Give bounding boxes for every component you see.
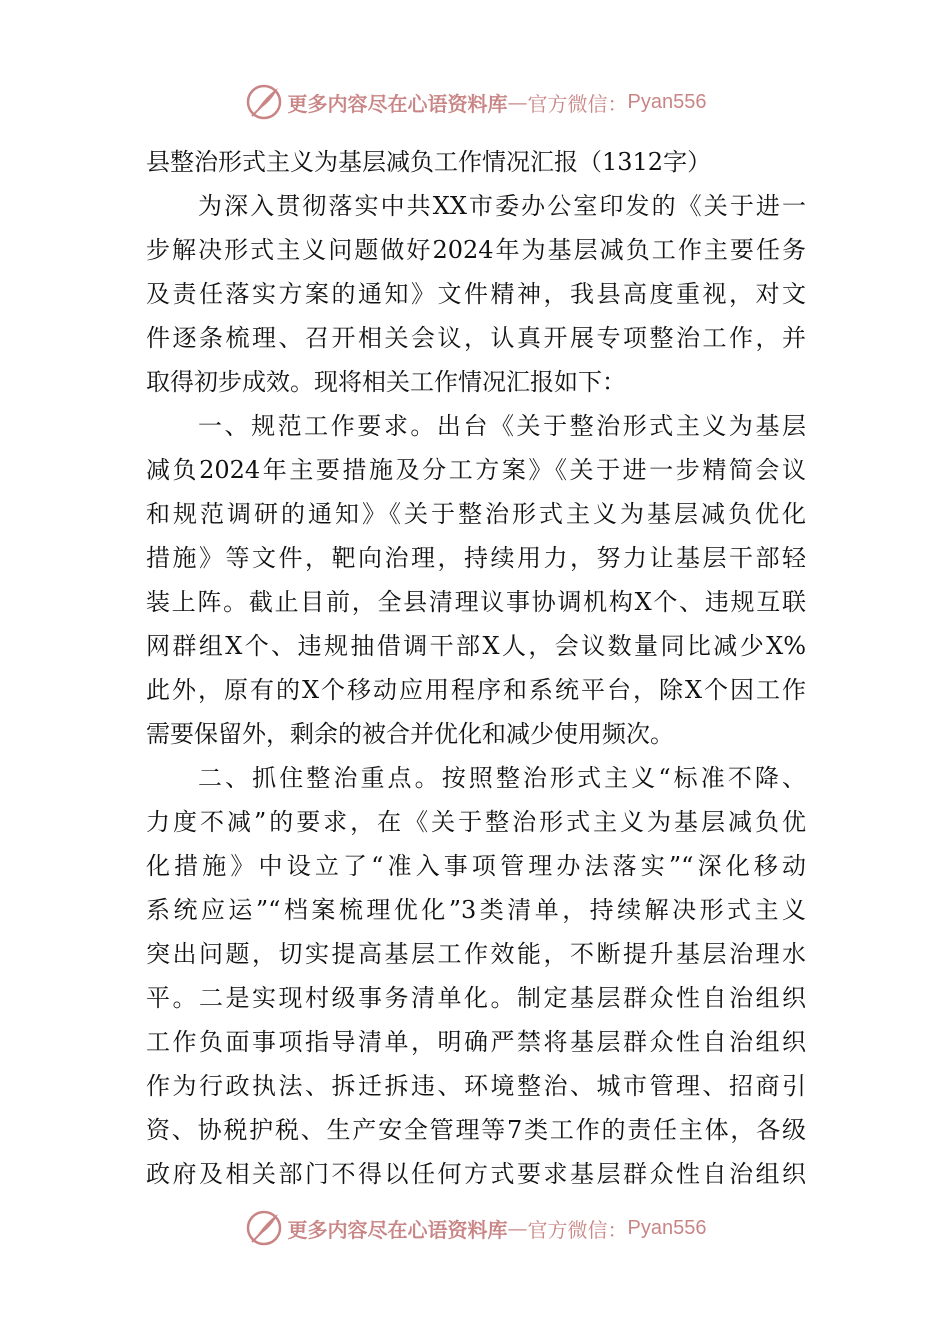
paragraph-section-one (146, 404, 806, 756)
text-line: 突出问题，切实提高基层工作效能，不断提升基层治理水 (146, 940, 806, 968)
document-title: 县整治形式主义为基层减负工作情况汇报（1312字） (146, 148, 712, 176)
quill-logo-icon (244, 82, 284, 122)
text-line: 政府及相关部门不得以任何方式要求基层群众性自治组织 (146, 1160, 806, 1188)
text-line: 工作负面事项指导清单，明确严禁将基层群众性自治组织 (146, 1028, 806, 1056)
watermark-dash: — (507, 1216, 528, 1240)
text-line: 和规范调研的通知》《关于整治形式主义为基层减负优化 (146, 500, 806, 528)
text-line: 网群组X个、违规抽借调干部X人，会议数量同比减少X% (146, 632, 806, 660)
watermark-wechat-id: Pyan556 (627, 90, 707, 113)
text-line: 需要保留外，剩余的被合并优化和减少使用频次。 (146, 720, 674, 748)
text-line: 化措施》中设立了“准入事项管理办法落实”“深化移动 (146, 852, 806, 880)
text-line: 此外，原有的X个移动应用程序和系统平台，除X个因工作 (146, 676, 806, 704)
text-line: 取得初步成效。现将相关工作情况汇报如下： (146, 368, 626, 396)
text-line: 件逐条梳理、召开相关会议，认真开展专项整治工作，并 (146, 324, 806, 352)
watermark-dash: — (507, 90, 528, 114)
text-line: 力度不减”的要求，在《关于整治形式主义为基层减负优 (146, 808, 806, 836)
watermark-brand: 更多内容尽在心语资料库 (287, 1217, 508, 1242)
text-line: 平。二是实现村级事务清单化。制定基层群众性自治组织 (146, 984, 806, 1012)
paragraph-section-two (146, 756, 806, 1196)
watermark-header (0, 80, 950, 124)
watermark-label: 官方微信： (527, 91, 628, 116)
text-line: 资、协税护税、生产安全管理等7类工作的责任主体，各级 (146, 1116, 806, 1144)
quill-logo-icon (244, 1208, 284, 1248)
text-line: 步解决形式主义问题做好2024年为基层减负工作主要任务 (146, 236, 806, 264)
text-line: 系统应运”“档案梳理优化”3类清单，持续解决形式主义 (146, 896, 806, 924)
watermark-wechat-id: Pyan556 (627, 1216, 707, 1239)
document-body (146, 140, 806, 1196)
text-line: 措施》等文件，靶向治理，持续用力，努力让基层干部轻 (146, 544, 806, 572)
watermark-label: 官方微信： (527, 1217, 628, 1242)
text-line: 减负2024年主要措施及分工方案》《关于进一步精简会议 (146, 456, 806, 484)
text-line: 作为行政执法、拆迁拆违、环境整治、城市管理、招商引 (146, 1072, 806, 1100)
watermark-brand: 更多内容尽在心语资料库 (287, 91, 508, 116)
text-line: 装上阵。截止目前，全县清理议事协调机构X个、违规互联 (146, 588, 806, 616)
text-line: 及责任落实方案的通知》文件精神，我县高度重视，对文 (146, 280, 806, 308)
text-line: 一、规范工作要求。出台《关于整治形式主义为基层 (198, 412, 806, 440)
text-line: 二、抓住整治重点。按照整治形式主义“标准不降、 (198, 764, 806, 792)
watermark-footer (0, 1206, 950, 1250)
paragraph-intro (146, 184, 806, 404)
text-line: 为深入贯彻落实中共XX市委办公室印发的《关于进一 (198, 192, 806, 220)
